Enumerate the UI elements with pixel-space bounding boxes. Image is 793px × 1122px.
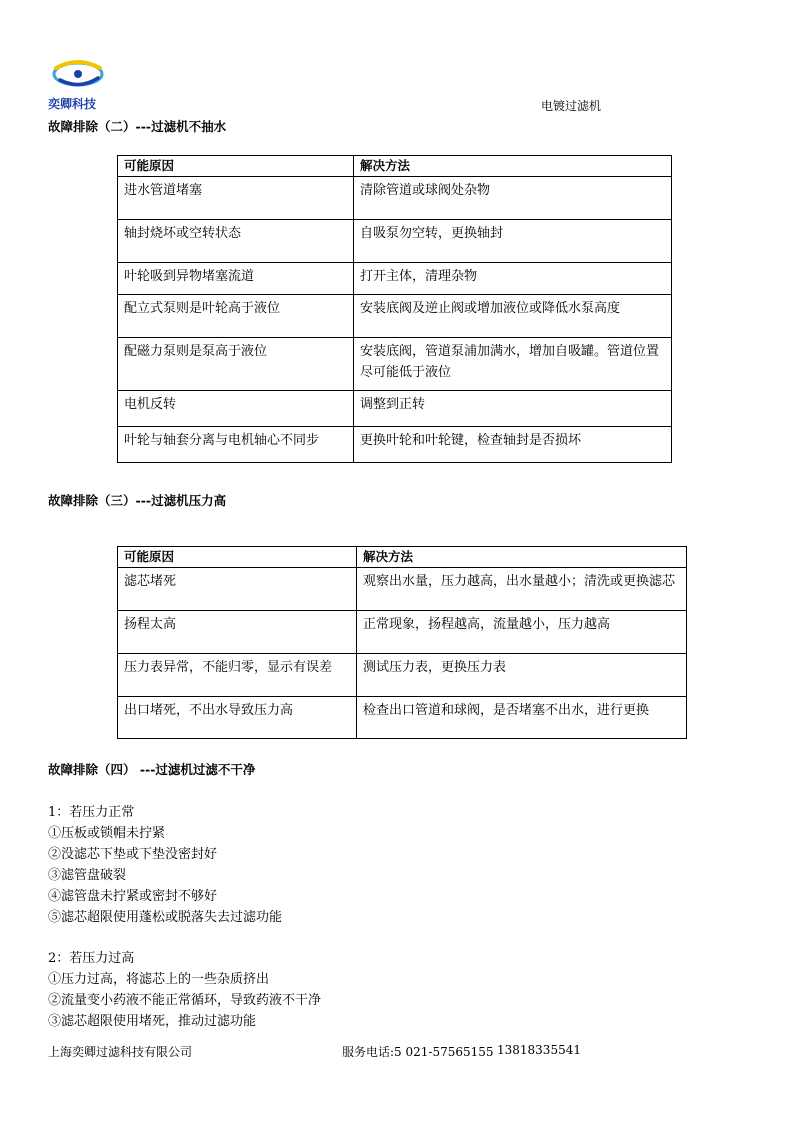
- cause-cell: 进水管道堵塞: [118, 177, 354, 220]
- solution-cell: 自吸泵勿空转，更换轴封: [354, 220, 672, 263]
- cause-cell: 叶轮吸到异物堵塞流道: [118, 263, 354, 295]
- company-logo: [44, 52, 110, 114]
- cause-cell: 配立式泵则是叶轮高于液位: [118, 295, 354, 338]
- header-title: 电镀过滤机: [541, 99, 602, 113]
- solution-cell: 测试压力表，更换压力表: [357, 654, 687, 697]
- column-header: 可能原因: [118, 547, 357, 568]
- list-item: ③滤芯超限使用堵死，推动过滤功能: [48, 1014, 257, 1029]
- table-row: [118, 427, 672, 463]
- logo-swoosh-icon: [50, 54, 106, 94]
- logo-text: 奕卿科技: [48, 97, 97, 111]
- cause-cell: 轴封烧坏或空转状态: [118, 220, 354, 263]
- table-row: [118, 391, 672, 427]
- column-header: 解决方法: [354, 156, 672, 177]
- footer-service-phone: 服务电话:5 021-57565155: [342, 1045, 494, 1059]
- section-heading-3: 故障排除（三）---过滤机压力高: [48, 493, 227, 508]
- group-title: 2：若压力过高: [48, 951, 135, 966]
- solution-cell: 安装底阀及逆止阀或增加液位或降低水泵高度: [354, 295, 672, 338]
- cause-cell: 滤芯堵死: [118, 568, 357, 611]
- solution-cell: 调整到正转: [354, 391, 672, 427]
- footer-mobile: 13818335541: [497, 1043, 581, 1057]
- list-item: ②没滤芯下垫或下垫没密封好: [48, 847, 218, 862]
- table-row: [118, 338, 672, 391]
- solution-cell: 检查出口管道和球阀，是否堵塞不出水，进行更换: [357, 697, 687, 739]
- cause-cell: 出口堵死，不出水导致压力高: [118, 697, 357, 739]
- solution-cell: 打开主体，清理杂物: [354, 263, 672, 295]
- solution-cell: 清除管道或球阀处杂物: [354, 177, 672, 220]
- list-item: ①压板或锁帽未拧紧: [48, 826, 166, 841]
- list-item: ③滤管盘破裂: [48, 868, 127, 883]
- cause-cell: 配磁力泵则是泵高于液位: [118, 338, 354, 391]
- table-row: [118, 295, 672, 338]
- table-row: [118, 263, 672, 295]
- table-row: [118, 220, 672, 263]
- list-item: ④滤管盘未拧紧或密封不够好: [48, 889, 218, 904]
- group-title: 1：若压力正常: [48, 805, 135, 820]
- solution-cell: 安装底阀，管道泵浦加满水，增加自吸罐。管道位置尽可能低于液位: [354, 338, 672, 391]
- list-item: ②流量变小药液不能正常循环，导致药液不干净: [48, 993, 322, 1008]
- column-header: 解决方法: [357, 547, 687, 568]
- solution-cell: 正常现象，扬程越高，流量越小，压力越高: [357, 611, 687, 654]
- column-header: 可能原因: [118, 156, 354, 177]
- table-header-row: [118, 156, 672, 177]
- cause-cell: 叶轮与轴套分离与电机轴心不同步: [118, 427, 354, 463]
- table-header-row: [118, 547, 687, 568]
- table-row: [118, 611, 687, 654]
- table-row: [118, 177, 672, 220]
- troubleshoot-table-2: [117, 155, 672, 463]
- section-heading-4: 故障排除（四） ---过滤机过滤不干净: [48, 762, 256, 777]
- footer-company: 上海奕卿过滤科技有限公司: [48, 1045, 193, 1059]
- list-item: ①压力过高，将滤芯上的一些杂质挤出: [48, 972, 270, 987]
- cause-cell: 电机反转: [118, 391, 354, 427]
- table-row: [118, 654, 687, 697]
- table-row: [118, 568, 687, 611]
- section-heading-2: 故障排除（二）---过滤机不抽水: [48, 119, 227, 134]
- troubleshoot-table-3: [117, 546, 687, 739]
- solution-cell: 观察出水量，压力越高，出水量越小；清洗或更换滤芯: [357, 568, 687, 611]
- cause-cell: 压力表异常，不能归零，显示有误差: [118, 654, 357, 697]
- solution-cell: 更换叶轮和叶轮键，检查轴封是否损坏: [354, 427, 672, 463]
- cause-cell: 扬程太高: [118, 611, 357, 654]
- list-item: ⑤滤芯超限使用蓬松或脱落失去过滤功能: [48, 910, 283, 925]
- table-row: [118, 697, 687, 739]
